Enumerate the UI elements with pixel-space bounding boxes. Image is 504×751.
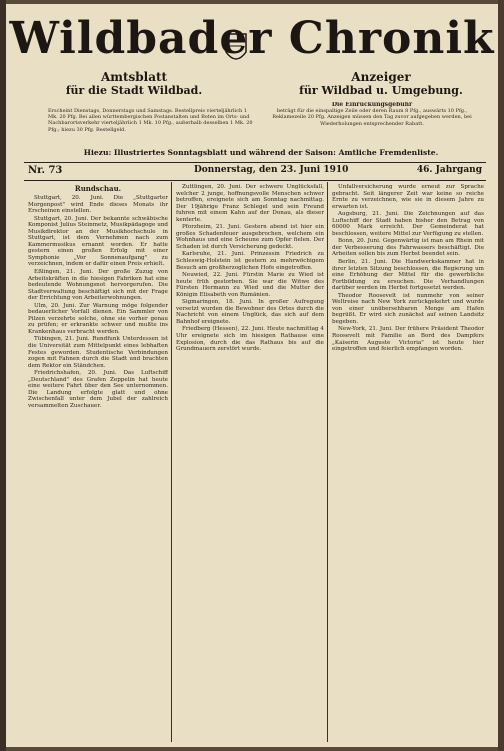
article-paragraph: Ulm, 20. Juni. Zur Warnung möge folgender bedauerlicher Vorfall dienen. Ein Sammler von Pilzen verzehrte solche, ohne sie vorher genau zu prüfen; er erkrankte schwer und mußte ins Krankenhaus verbracht werden. [28,302,168,335]
article-paragraph: Bonn, 20. Juni. Gegenwärtig ist man am Rhein mit der Verbesserung des Fahrwassers beschäftigt. Die Arbeiten sollen bis zum Herbst beendet sein. [332,238,484,258]
article-paragraph: Tübingen, 21. Juni. Rundfunk Unterdessen ist die Universität zum Mittelpunkt eines lebhaften Festes geworden. Studentische Verbindungen zogen mit Fahnen durch die Stadt und brachten dem Rektor ein Ständchen. [28,336,168,369]
advertising-info-text: beträgt für die einspaltige Zeile oder deren Raum 8 Pfg., auswärts 10 Pfg., Reklamezeile 20 Pfg. Anzeigen müssen den Tag zuvor aufgegeben werden, bei Wiederholungen entsprechender Rabatt. [272,108,472,127]
subtitle-left-line: für die Stadt Wildbad. [65,84,203,97]
article-paragraph: Friedrichshafen, 20. Juni. Das Luftschiff „Deutschland" des Grafen Zeppelin hat heute eine weitere Fahrt über den See unternommen. Die Landung erfolgte glatt und ohne Zwischenfall unter dem Jubel der zahlreich versammelten Zuschauer. [28,370,168,409]
masthead-title: Wildbader Chronik [9,13,495,64]
section-heading: Rundschau. [74,184,122,193]
article-paragraph: Pforzheim, 21. Juni. Gestern abend ist hier ein großes Schadenfeuer ausgebrochen, welchem ein Wohnhaus und eine Scheune zum Opfer fielen. Der Schaden ist durch Versicherung gedeckt. [176,224,324,250]
article-paragraph: New-York, 21. Juni. Der frühere Präsident Theodor Roosevelt mit Familie an Bord des Dampfers „Kaiserin Auguste Victoria" ist heute hier eingetroffen und feierlich empfangen worden. [332,326,484,353]
subtitle-right-title: Anzeiger [351,70,411,84]
column-divider-2 [327,182,328,742]
subtitle-right [296,70,466,97]
article-paragraph: Friedberg (Hessen), 22. Juni. Heute nachmittag 4 Uhr ereignete sich im hiesigen Rathause eine Explosion, durch die das Rathaus bis auf die Grundmauern zerstört wurde. [176,326,324,353]
article-paragraph: Augsburg, 21. Juni. Die Zeichnungen auf das Luftschiff der Stadt haben bisher den Betrag von 60000 Mark erreicht. Der Gemeinderat hat beschlossen, weitere Mittel zur Verfügung zu stellen. [332,211,484,237]
issue-bar [24,165,486,179]
header-rule-top [24,162,486,163]
article-paragraph: Stuttgart, 20. Juni. Die „Stuttgarter Morgenpost" wird Ende dieses Monats ihr Erscheinen einstellen. [28,195,168,215]
issue-number: Nr. 73 [28,165,63,176]
article-paragraph: Neuwied, 22. Juni. Fürstin Marie zu Wied ist heute früh gestorben. Sie war die Witwe des Fürsten Hermann zu Wied und die Mutter der Königin Elisabeth von Rumänien. [176,272,324,298]
issue-date: Donnerstag, den 23. Juni 1910 [194,165,349,175]
article-paragraph: Unfallversicherung wurde erneut zur Sprache gebracht. Seit längerer Zeit war keine so reiche Ernte zu verzeichnen, wie sie in diesem Jahre zu erwarten ist. [332,184,484,210]
article-paragraph: Theodor Roosevelt ist nunmehr von seiner Weltreise nach New York zurückgekehrt und wurde von einer unübersehbaren Menge am Hafen begrüßt. Er wird sich zunächst auf seinen Landsitz begeben. [332,292,484,325]
article-paragraph: Karlsruhe, 21. Juni. Prinzessin Friedrich zu Schleswig-Holstein ist gestern zu mehrwöchigem Besuch am großherzoglichen Hofe eingetroffen. [176,251,324,271]
column-divider-1 [171,182,172,742]
article-paragraph: Eßlingen, 21. Juni. Der große Zuzug von Arbeitskräften in die hiesigen Fabriken hat eine bedeutende Wohnungsnot hervorgerufen. Die Stadtverwaltung beschäftigt sich mit der Frage der Errichtung von Arbeiterwohnungen. [28,269,168,302]
subtitle-right-line: für Wildbad u. Umgebung. [299,84,463,97]
column-1 [28,184,168,739]
article-paragraph: Zuttlingen, 20. Juni. Der schwere Unglücksfall, welcher 2 junge, hoffnungsvolle Menschen schwer betroffen, ereignete sich am Sonntag nachmittag. Der 19jährige Franz Schlegel und sein Freund fuhren mit einem Kahn auf der Donau, als dieser kenterte. [176,184,324,223]
advertising-info-header: Die Einrückungsgebühr [331,102,413,108]
subtitle-left [54,70,214,97]
coat-of-arms-icon [206,30,266,70]
article-paragraph: Sigmaringen, 18. Juni. In großer Aufregung versetzt wurden die Bewohner des Ortes durch die Nachricht von einem Unglück, das sich auf dem Bahnhof ereignete. [176,299,324,325]
advertising-info [272,102,472,146]
issue-year: 46. Jahrgang [416,165,482,175]
column-2 [176,184,324,739]
supplement-line: Hiezu: Illustriertes Sonntagsblatt und während der Saison: Amtliche Fremdenliste. [83,148,439,157]
newspaper-page [6,4,498,747]
subscription-info: Erscheint Dienstags, Donnerstags und Samstags. Bestellpreis vierteljährlich 1 Mk. 20 Pfg. Bei allen württembergischen Postanstalten und Boten im Orts- und Nachbarortsverkehr vierteljährlich 1 Mk. 10 Pfg., außerhalb desselben 1 Mk. 20 Pfg.; hiezu 30 Pfg. Bestellgeld. [48,108,253,133]
subtitle-left-title: Amtsblatt [100,70,168,84]
page-edge [498,0,504,751]
article-paragraph: Berlin, 21. Juni. Die Handwerkskammer hat in ihrer letzten Sitzung beschlossen, die Regierung um eine Erhöhung der Mittel für die gewerbliche Fortbildung zu ersuchen. Die Verhandlungen darüber werden im Herbst fortgesetzt werden. [332,259,484,292]
article-paragraph: Stuttgart, 20. Juni. Der bekannte schwäbische Komponist Julius Steinmetz, Musikpädagoge und Musikdirektor an der Musikhochschule in Stuttgart, ist dem Vernehmen nach zum Kammermusikus ernannt worden. Er hatte gestern einen großen Erfolg mit einer Symphonie „Vor Sonnenaufgang" zu verzeichnen, indem er dafür einen Preis erhielt. [28,215,168,268]
column-3 [332,184,484,739]
header-rule-bottom [24,180,486,181]
